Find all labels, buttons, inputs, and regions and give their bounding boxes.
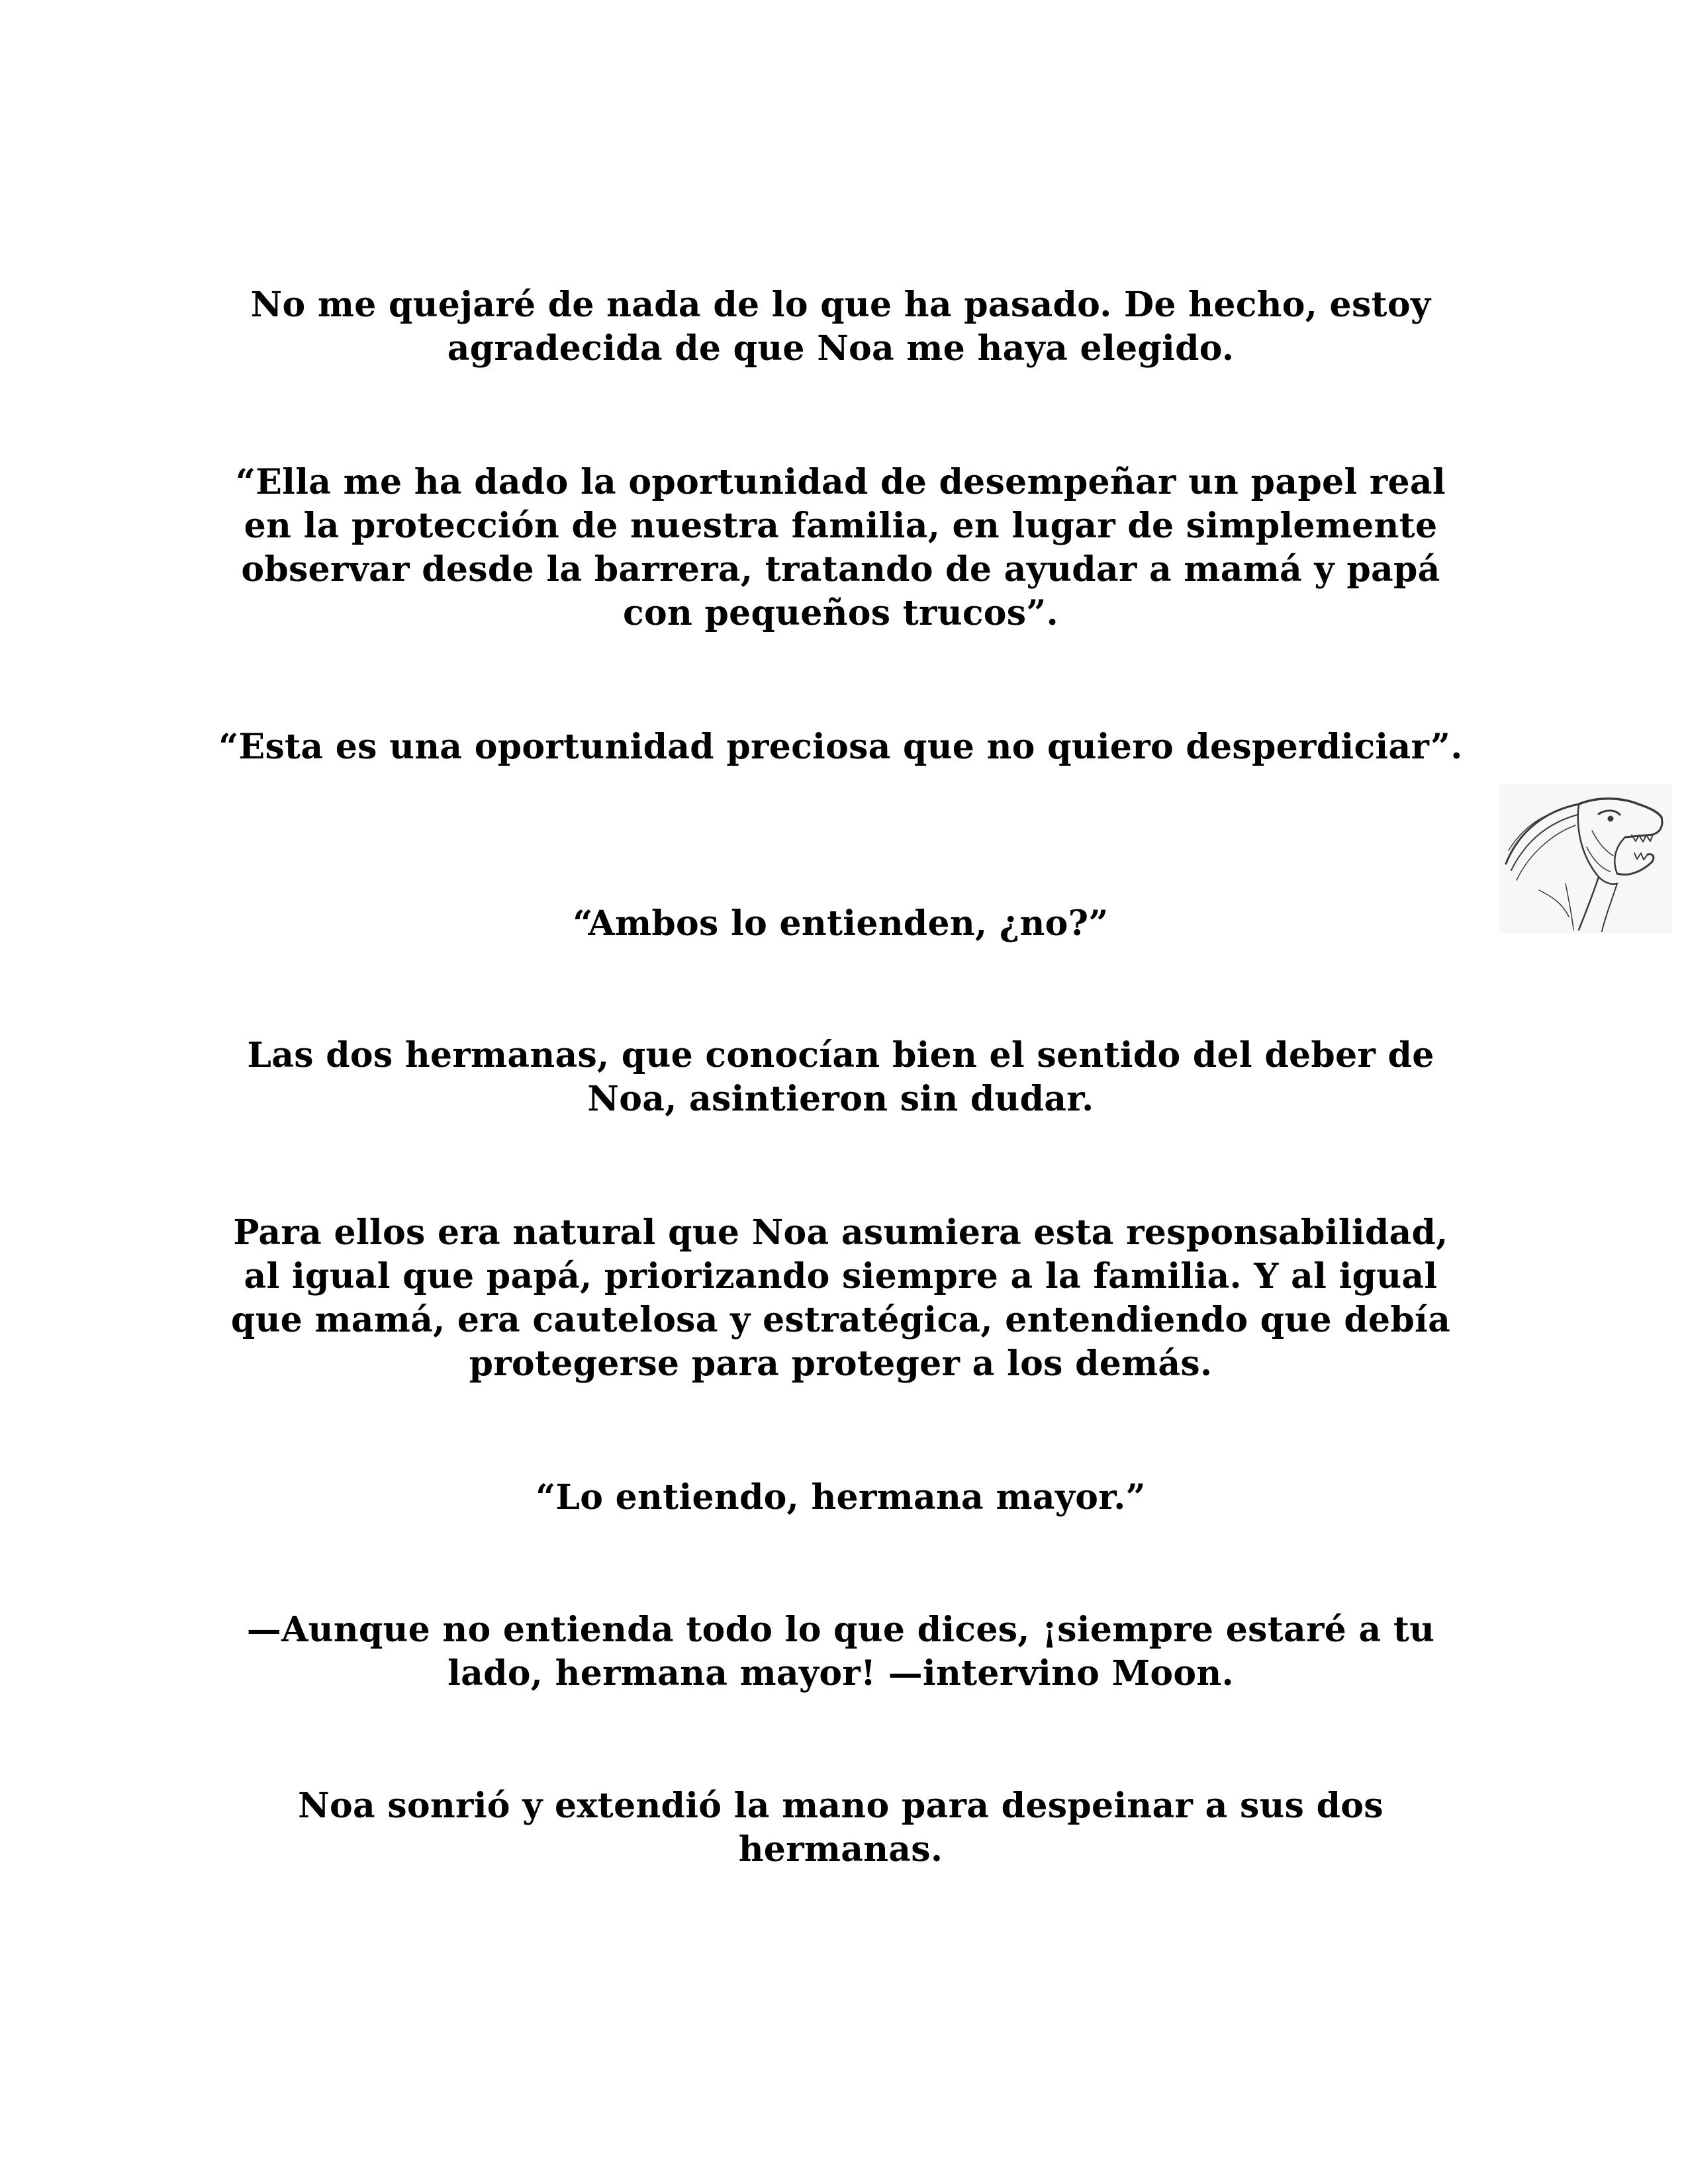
paragraph-9: Noa sonrió y extendió la mano para despeinar a sus dos hermanas. [298, 1786, 1383, 1870]
paragraph-2: “Ella me ha dado la oportunidad de desempeñar un papel real en la protección de nuestra familia, en lugar de simplemente observar desde la barrera, tratando de ayudar a mamá y papá con pequeños trucos”. [236, 462, 1446, 633]
paragraph-6: Para ellos era natural que Noa asumiera esta responsabilidad, al igual que papá, priorizando siempre a la familia. Y al igual que mamá, era cautelosa y estratégica, entendiendo que debía protegerse para proteger a los demás. [230, 1212, 1451, 1384]
paragraph-8: —Aunque no entienda todo lo que dices, ¡siempre estaré a tu lado, hermana mayor! —intervino Moon. [246, 1610, 1435, 1694]
paragraph-5: Las dos hermanas, que conocían bien el sentido del deber de Noa, asintieron sin dudar. [247, 1035, 1434, 1119]
paragraph-3: “Esta es una oportunidad preciosa que no quiero desperdiciar”. [218, 727, 1463, 767]
dinosaur-head-sketch-icon [1499, 784, 1671, 933]
paragraph-1: No me quejaré de nada de lo que ha pasado. De hecho, estoy agradecida de que Noa me haya elegido. [250, 285, 1431, 369]
paragraph-7: “Lo entiendo, hermana mayor.” [536, 1477, 1146, 1518]
paragraph-4: “Ambos lo entienden, ¿no?” [573, 903, 1109, 944]
